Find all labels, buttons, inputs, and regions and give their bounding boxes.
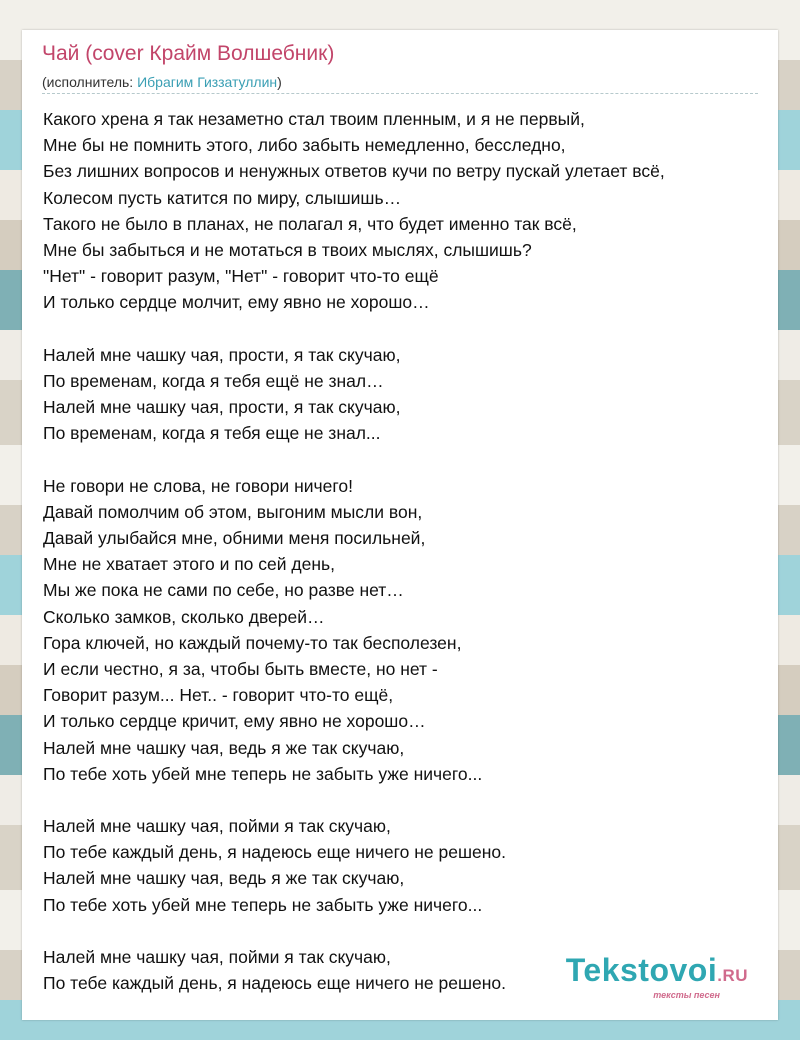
lyric-line: Налей мне чашку чая, пойми я так скучаю, <box>43 816 391 837</box>
lyric-line: И если честно, я за, чтобы быть вместе, но нет - <box>43 658 438 679</box>
lyric-line: Такого не было в планах, не полагал я, что будет именно так всё, <box>43 213 577 234</box>
artist-line <box>42 74 282 90</box>
stanza-gap <box>43 918 773 944</box>
lyric-line: Сколько замков, сколько дверей… <box>43 606 325 627</box>
lyric-line: Не говори не слова, не говори ничего! <box>43 475 353 496</box>
lyric-line: По временам, когда я тебя ещё не знал… <box>43 370 384 391</box>
song-title: Чай (cover Крайм Волшебник) <box>42 42 335 65</box>
lyric-line: Мне не хватает этого и по сей день, <box>43 554 335 575</box>
header-divider <box>42 93 758 94</box>
lyric-line: Налей мне чашку чая, ведь я же так скучаю, <box>43 737 405 758</box>
lyric-line: "Нет" - говорит разум, "Нет" - говорит что-то ещё <box>43 266 439 287</box>
lyric-line: И только сердце молчит, ему явно не хорошо… <box>43 292 430 313</box>
lyric-line: Мне бы не помнить этого, либо забыть немедленно, бесследно, <box>43 135 566 156</box>
lyric-line: Мне бы забыться и не мотаться в твоих мыслях, слышишь? <box>43 239 532 260</box>
lyric-line: Мы же пока не сами по себе, но разве нет… <box>43 580 404 601</box>
lyric-line: По временам, когда я тебя еще не знал... <box>43 423 381 444</box>
lyric-line: Налей мне чашку чая, прости, я так скучаю, <box>43 397 401 418</box>
lyric-line: Какого хрена я так незаметно стал твоим пленным, и я не первый, <box>43 109 585 129</box>
artist-prefix: (исполнитель: <box>42 74 138 90</box>
lyric-line: Налей мне чашку чая, прости, я так скучаю, <box>43 344 401 365</box>
lyric-line: Давай помолчим об этом, выгоним мысли вон, <box>43 501 423 522</box>
lyric-line: Без лишних вопросов и ненужных ответов кучи по ветру пускай улетает всё, <box>43 161 665 182</box>
artist-link[interactable]: Ибрагим Гиззатуллин <box>137 74 278 90</box>
lyric-line: Налей мне чашку чая, пойми я так скучаю, <box>43 947 391 967</box>
lyric-line: По тебе каждый день, я надеюсь еще ничего не решено. <box>43 973 507 994</box>
stanza-gap <box>43 446 773 472</box>
lyric-line: Гора ключей, но каждый почему-то так бесполезен, <box>43 632 462 653</box>
logo-suffix: .RU <box>717 966 748 985</box>
lyric-line: По тебе хоть убей мне теперь не забыть уже ничего... <box>43 763 483 784</box>
lyric-line: Налей мне чашку чая, ведь я же так скучаю, <box>43 868 405 889</box>
logo-wordmark <box>566 954 748 992</box>
lyric-line: По тебе каждый день, я надеюсь еще ничего не решено. <box>43 842 507 863</box>
logo-name: Tekstovoi <box>565 952 718 988</box>
lyric-line: Колесом пусть катится по миру, слышишь… <box>43 187 402 208</box>
artist-suffix: ) <box>277 74 282 90</box>
lyric-line: И только сердце кричит, ему явно не хорошо… <box>43 711 426 732</box>
logo-tagline: тексты песен <box>653 990 720 1000</box>
lyrics-card <box>22 30 778 1020</box>
lyric-line: Давай улыбайся мне, обними меня посильней, <box>43 528 426 548</box>
lyric-line: По тебе хоть убей мне теперь не забыть уже ничего... <box>43 894 483 915</box>
lyric-line: Говорит разум... Нет.. - говорит что-то ещё, <box>43 685 394 706</box>
site-logo[interactable] <box>566 954 748 1000</box>
stanza-gap <box>43 316 773 342</box>
lyrics-body <box>43 106 773 996</box>
stanza-gap <box>43 787 773 813</box>
